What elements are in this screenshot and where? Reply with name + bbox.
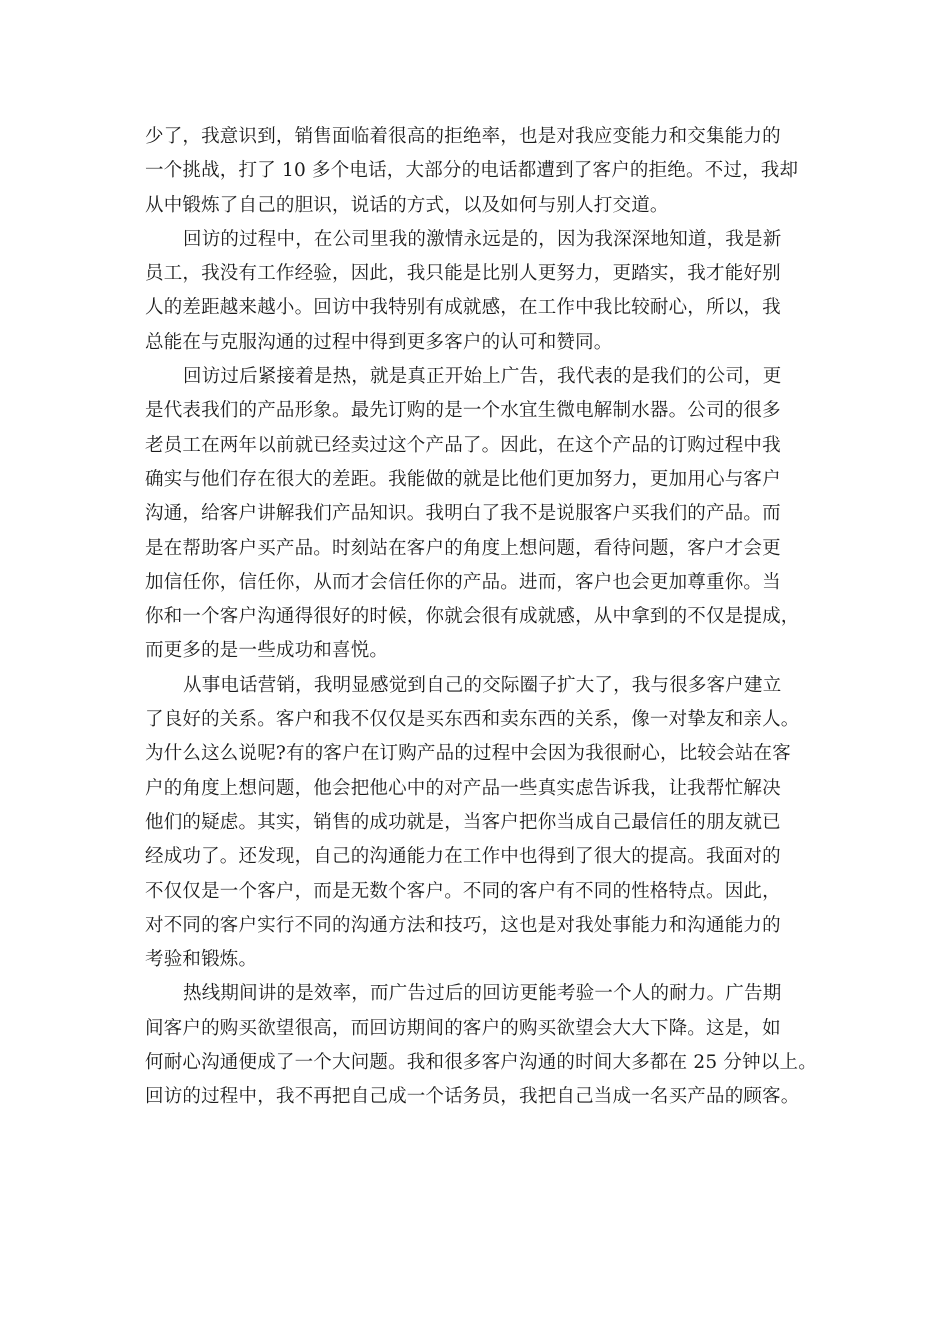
text-line: 沟通，给客户讲解我们产品知识。我明白了我不是说服客户买我们的产品。而 bbox=[145, 503, 781, 525]
text-line: 他们的疑虑。其实，销售的成功就是，当客户把你当成自己最信任的朋友就已 bbox=[145, 811, 781, 833]
document-body bbox=[145, 120, 825, 1115]
text-line: 了良好的关系。客户和我不仅仅是买东西和卖东西的关系，像一对挚友和亲人。 bbox=[145, 709, 800, 731]
text-line: 是在帮助客户买产品。时刻站在客户的角度上想问题，看待问题，客户才会更 bbox=[145, 537, 781, 559]
text-line: 户的角度上想问题，他会把他心中的对产品一些真实虑告诉我，让我帮忙解决 bbox=[145, 777, 781, 799]
text-line: 经成功了。还发现，自己的沟通能力在工作中也得到了很大的提高。我面对的 bbox=[145, 846, 781, 868]
text-line: 是代表我们的产品形象。最先订购的是一个水宜生微电解制水器。公司的很多 bbox=[145, 400, 781, 422]
text-line: 回访的过程中，我不再把自己成一个话务员，我把自己当成一名买产品的顾客。 bbox=[145, 1086, 800, 1108]
text-line: 对不同的客户实行不同的沟通方法和技巧，这也是对我处事能力和沟通能力的 bbox=[145, 914, 781, 936]
text-line: 人的差距越来越小。回访中我特别有成就感，在工作中我比较耐心，所以，我 bbox=[145, 297, 781, 319]
paragraph-start-line: 从事电话营销，我明显感觉到自己的交际圈子扩大了，我与很多客户建立 bbox=[183, 674, 782, 696]
paragraph-start-line: 回访的过程中，在公司里我的激情永远是的，因为我深深地知道，我是新 bbox=[183, 228, 782, 250]
text-line: 而更多的是一些成功和喜悦。 bbox=[145, 640, 389, 662]
text-line: 考验和锻炼。 bbox=[145, 949, 258, 971]
text-line: 员工，我没有工作经验，因此，我只能是比别人更努力，更踏实，我才能好别 bbox=[145, 263, 781, 285]
text-line: 你和一个客户沟通得很好的时候，你就会很有成就感，从中拿到的不仅是提成， bbox=[145, 606, 800, 628]
paragraph-start-line: 回访过后紧接着是热，就是真正开始上广告，我代表的是我们的公司，更 bbox=[183, 366, 782, 388]
text-line: 何耐心沟通便成了一个大问题。我和很多客户沟通的时间大多都在 25 分钟以上。 bbox=[145, 1052, 817, 1074]
text-line: 间客户的购买欲望很高，而回访期间的客户的购买欲望会大大下降。这是，如 bbox=[145, 1017, 781, 1039]
text-line: 加信任你，信任你，从而才会信任你的产品。进而，客户也会更加尊重你。当 bbox=[145, 571, 781, 593]
text-line: 不仅仅是一个客户，而是无数个客户。不同的客户有不同的性格特点。因此， bbox=[145, 880, 781, 902]
paragraph-start-line: 热线期间讲的是效率，而广告过后的回访更能考验一个人的耐力。广告期 bbox=[183, 983, 782, 1005]
text-line: 总能在与克服沟通的过程中得到更多客户的认可和赞同。 bbox=[145, 331, 613, 353]
text-line: 为什么这么说呢?有的客户在订购产品的过程中会因为我很耐心，比较会站在客 bbox=[145, 743, 791, 765]
text-line: 少了，我意识到，销售面临着很高的拒绝率，也是对我应变能力和交集能力的 bbox=[145, 126, 781, 147]
text-line: 从中锻炼了自己的胆识，说话的方式，以及如何与别人打交道。 bbox=[145, 194, 669, 216]
text-line: 确实与他们存在很大的差距。我能做的就是比他们更加努力，更加用心与客户 bbox=[145, 468, 781, 490]
text-line: 老员工在两年以前就已经卖过这个产品了。因此，在这个产品的订购过程中我 bbox=[145, 434, 781, 456]
text-line: 一个挑战，打了 10 多个电话，大部分的电话都遭到了客户的拒绝。不过，我却 bbox=[145, 160, 799, 182]
